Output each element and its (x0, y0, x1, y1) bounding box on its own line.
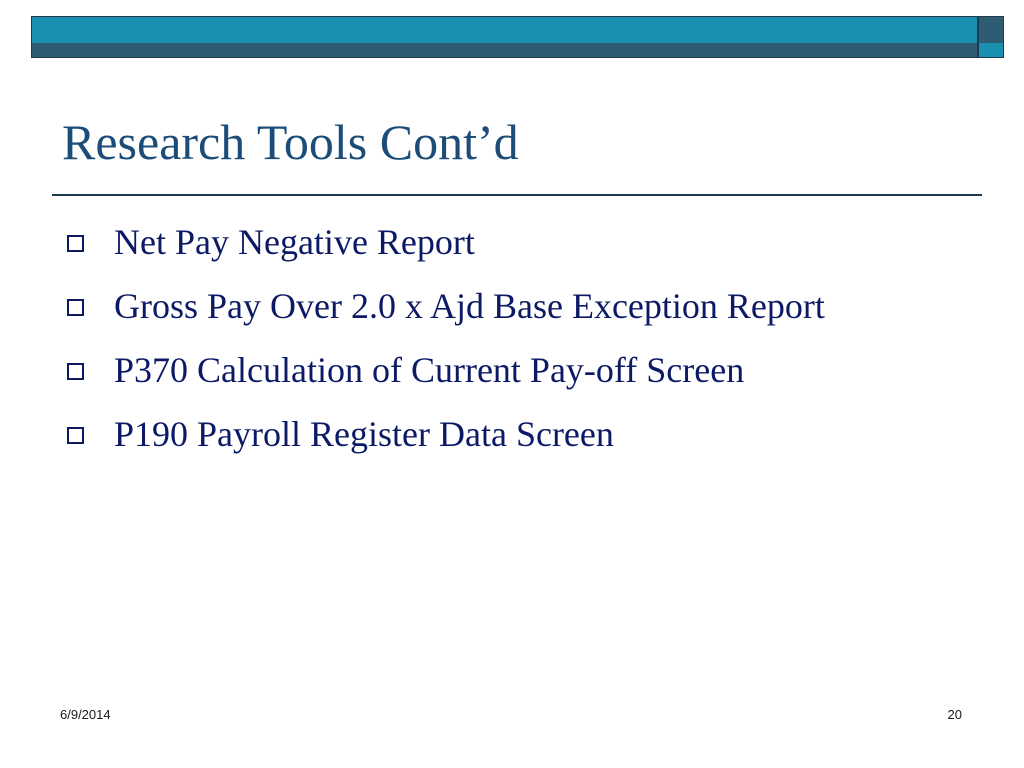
bullet-item (62, 216, 942, 269)
header-band-dark (32, 43, 977, 57)
corner-square-upper (979, 17, 1003, 43)
corner-square-lower (979, 43, 1003, 57)
bullet-text: Gross Pay Over 2.0 x Ajd Base Exception Report (114, 286, 825, 326)
title-divider (52, 194, 982, 196)
footer-page-number: 20 (947, 707, 962, 722)
footer-date: 6/9/2014 (60, 707, 111, 722)
hollow-square-icon (67, 299, 84, 316)
header-corner-square (978, 16, 1004, 58)
bullet-item (62, 408, 942, 461)
bullet-text: P370 Calculation of Current Pay-off Screen (114, 350, 745, 390)
header-decorative-bar (31, 16, 978, 58)
hollow-square-icon (67, 427, 84, 444)
bullet-text: Net Pay Negative Report (114, 222, 475, 262)
bullet-item (62, 280, 942, 333)
hollow-square-icon (67, 363, 84, 380)
bullet-item (62, 344, 942, 397)
header-band-light (32, 17, 977, 43)
bullet-text: P190 Payroll Register Data Screen (114, 414, 614, 454)
hollow-square-icon (67, 235, 84, 252)
bullet-list (62, 216, 942, 472)
slide-title: Research Tools Cont’d (62, 114, 519, 170)
